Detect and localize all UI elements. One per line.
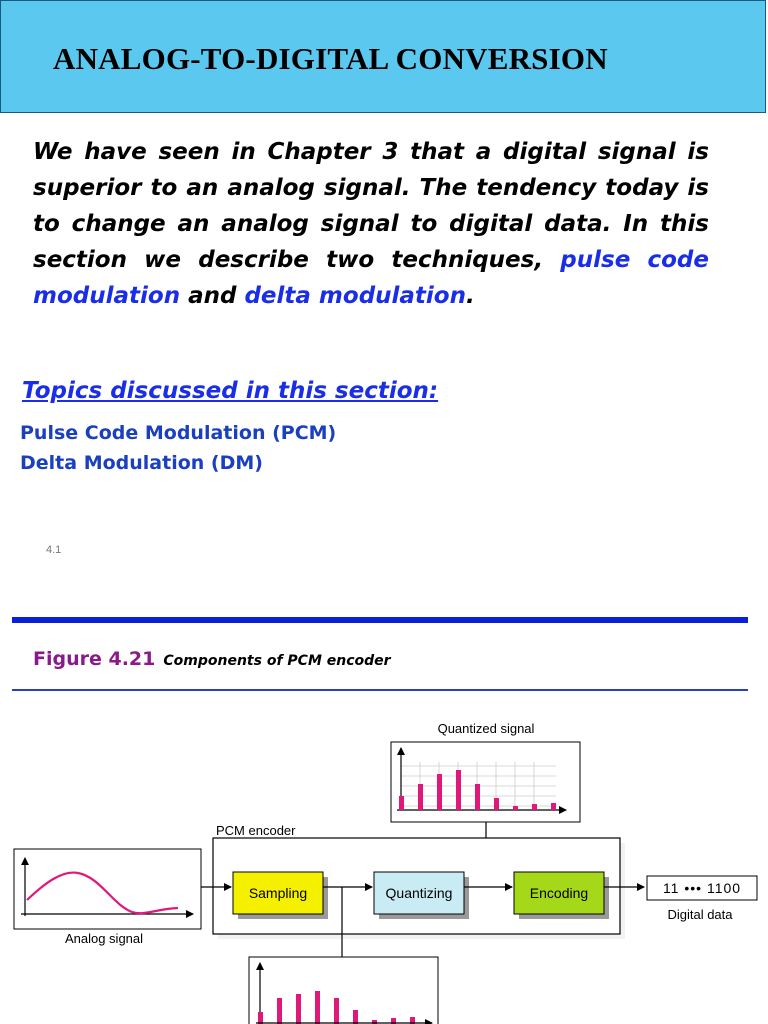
slide-title: ANALOG-TO-DIGITAL CONVERSION	[53, 41, 608, 76]
quantized-bar	[418, 784, 423, 810]
sampled-bar	[353, 1010, 358, 1024]
quantized-bar	[456, 770, 461, 810]
quantized-bar	[494, 798, 499, 810]
term-delta-modulation: delta modulation	[244, 283, 466, 309]
topic-item-pcm: Pulse Code Modulation (PCM)	[20, 422, 337, 444]
slide-number: 4.1	[46, 544, 62, 556]
sampled-bar	[334, 998, 339, 1024]
sampling-label: Sampling	[248, 885, 308, 901]
pcm-encoder-diagram	[0, 700, 768, 1024]
quantized-bar	[532, 804, 537, 810]
quantizing-label: Quantizing	[385, 885, 453, 901]
figure-label: Figure 4.21	[33, 648, 156, 670]
topics-list	[20, 418, 336, 478]
analog-signal-plot	[14, 849, 201, 929]
sampled-bar	[277, 998, 282, 1024]
topic-item-dm: Delta Modulation (DM)	[20, 452, 263, 474]
sampled-bar	[258, 1012, 263, 1024]
digital-data-label: Digital data	[667, 907, 733, 922]
intro-paragraph	[33, 134, 709, 314]
intro-text-1: We have seen in Chapter 3 that a digital signal is superior to an analog signal. The tendency today is to change an analog signal to digital data. In this section we describe two techniques,	[33, 139, 709, 273]
sampled-bar	[296, 994, 301, 1024]
sampled-bar	[315, 991, 320, 1024]
digital-data-value: 11 ••• 1100	[662, 880, 742, 896]
quantized-bar	[399, 796, 404, 810]
quantized-bar	[513, 806, 518, 810]
quantized-bar	[475, 784, 480, 810]
pcm-encoder-label: PCM encoder	[216, 823, 296, 838]
figure-title: Components of PCM encoder	[163, 653, 391, 669]
figure-caption	[33, 648, 391, 670]
caption-divider	[12, 689, 748, 691]
quantized-signal-label: Quantized signal	[437, 721, 535, 736]
term-pulse-code-modulation: pulse code modulation	[33, 247, 709, 309]
intro-text-2: and	[180, 283, 245, 309]
quantized-bar	[551, 803, 556, 810]
slide-divider	[12, 617, 748, 623]
encoding-label: Encoding	[529, 885, 589, 901]
title-bar	[0, 0, 766, 113]
quantized-bar	[437, 774, 442, 810]
topics-heading: Topics discussed in this section:	[22, 378, 439, 404]
analog-signal-label: Analog signal	[64, 931, 144, 946]
intro-text-3: .	[466, 283, 475, 309]
